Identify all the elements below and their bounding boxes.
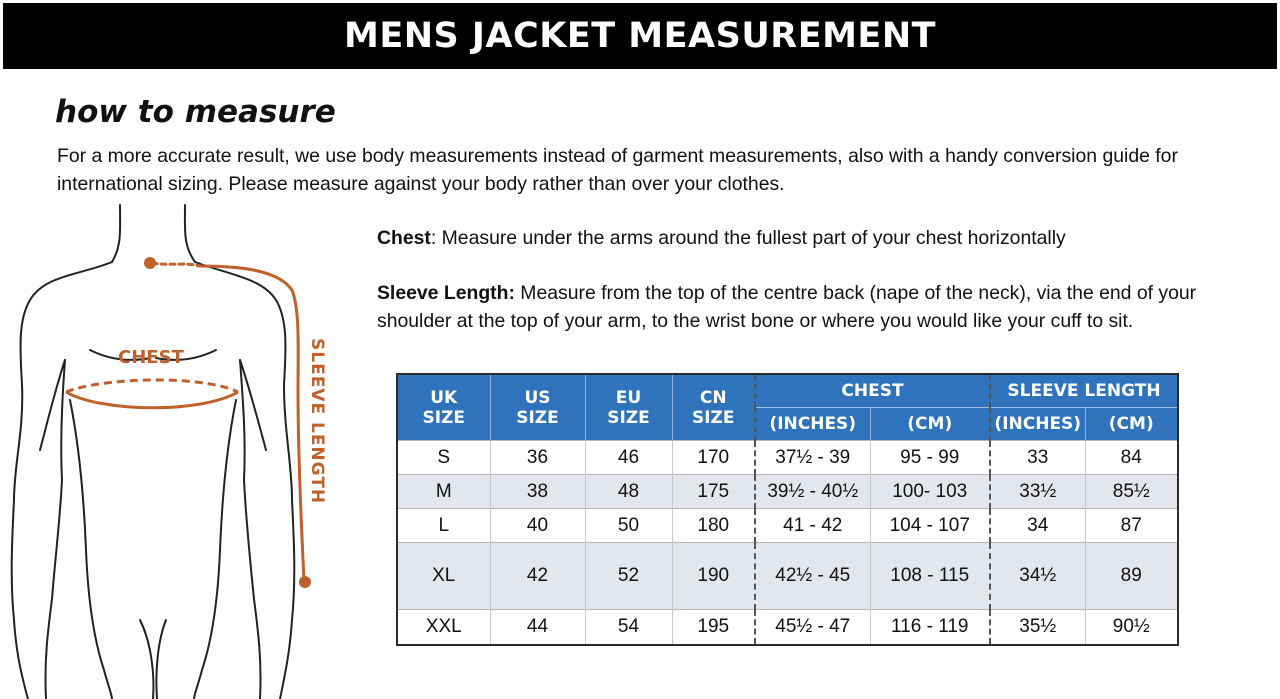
table-cell: 180 [672, 509, 755, 543]
table-cell: XXL [398, 610, 490, 645]
title-bar [3, 3, 1277, 69]
chest-label: CHEST [118, 347, 184, 368]
table-cell: 35½ [990, 610, 1085, 645]
table-cell: 48 [585, 475, 672, 509]
sleeve-length-label: SLEEVE LENGTH [307, 338, 327, 505]
col-header-cn-size: CN SIZE [672, 375, 755, 441]
table-row [398, 509, 1177, 543]
table-cell: S [398, 441, 490, 475]
col-header-sleeve-cm: (CM) [1085, 408, 1177, 441]
table-cell: 33½ [990, 475, 1085, 509]
table-cell: 52 [585, 543, 672, 610]
table-cell: 42½ - 45 [755, 543, 870, 610]
body-outline [12, 205, 295, 699]
table-row [398, 441, 1177, 475]
chest-definition-text: : Measure under the arms around the fullest part of your chest horizontally [430, 227, 1066, 249]
table-row [398, 475, 1177, 509]
page-title: MENS JACKET MEASUREMENT [343, 16, 937, 56]
sleeve-definition [377, 279, 1272, 335]
table-cell: 95 - 99 [870, 441, 990, 475]
table-cell: 190 [672, 543, 755, 610]
col-group-sleeve-length: SLEEVE LENGTH [990, 375, 1177, 408]
chest-definition [377, 224, 1066, 252]
col-header-eu-size: EU SIZE [585, 375, 672, 441]
table-cell: 89 [1085, 543, 1177, 610]
col-header-us-size: US SIZE [490, 375, 585, 441]
table-row [398, 610, 1177, 645]
table-cell: 104 - 107 [870, 509, 990, 543]
table-cell: XL [398, 543, 490, 610]
table-cell: 170 [672, 441, 755, 475]
table-cell: 44 [490, 610, 585, 645]
chest-definition-label: Chest [377, 227, 431, 249]
body-figure [0, 200, 360, 699]
table-cell: 84 [1085, 441, 1177, 475]
sleeve-definition-text: Measure from the top of the centre back (nape of the neck), via the end of your shoulder at the top of your arm, to the wrist bone or where you would like your cuff to sit. [377, 282, 1197, 332]
table-cell: 108 - 115 [870, 543, 990, 610]
table-cell: 50 [585, 509, 672, 543]
table-cell: 34 [990, 509, 1085, 543]
col-header-sleeve-inches: (INCHES) [990, 408, 1085, 441]
table-cell: 90½ [1085, 610, 1177, 645]
table-cell: 36 [490, 441, 585, 475]
col-group-chest: CHEST [755, 375, 990, 408]
size-table [398, 375, 1177, 644]
table-cell: 100- 103 [870, 475, 990, 509]
table-cell: 116 - 119 [870, 610, 990, 645]
col-header-uk-size: UK SIZE [398, 375, 490, 441]
table-cell: 54 [585, 610, 672, 645]
size-chart [396, 373, 1179, 646]
table-cell: 38 [490, 475, 585, 509]
table-cell: 85½ [1085, 475, 1177, 509]
table-cell: 42 [490, 543, 585, 610]
table-row [398, 543, 1177, 610]
intro-paragraph: For a more accurate result, we use body measurements instead of garment measurements, also with a handy conversion guide for international sizing. Please measure against your body rather than over your clothes. [57, 145, 1178, 195]
chest-measure-loop [66, 380, 238, 408]
table-cell: 87 [1085, 509, 1177, 543]
table-cell: 37½ - 39 [755, 441, 870, 475]
col-header-chest-inches: (INCHES) [755, 408, 870, 441]
table-cell: 34½ [990, 543, 1085, 610]
section-heading: how to measure [55, 94, 336, 130]
table-cell: 45½ - 47 [755, 610, 870, 645]
table-cell: 40 [490, 509, 585, 543]
table-cell: 175 [672, 475, 755, 509]
table-cell: M [398, 475, 490, 509]
col-header-chest-cm: (CM) [870, 408, 990, 441]
table-cell: 41 - 42 [755, 509, 870, 543]
table-cell: 33 [990, 441, 1085, 475]
table-cell: 195 [672, 610, 755, 645]
table-cell: 46 [585, 441, 672, 475]
table-cell: 39½ - 40½ [755, 475, 870, 509]
table-cell: L [398, 509, 490, 543]
sleeve-definition-label: Sleeve Length: [377, 282, 515, 304]
